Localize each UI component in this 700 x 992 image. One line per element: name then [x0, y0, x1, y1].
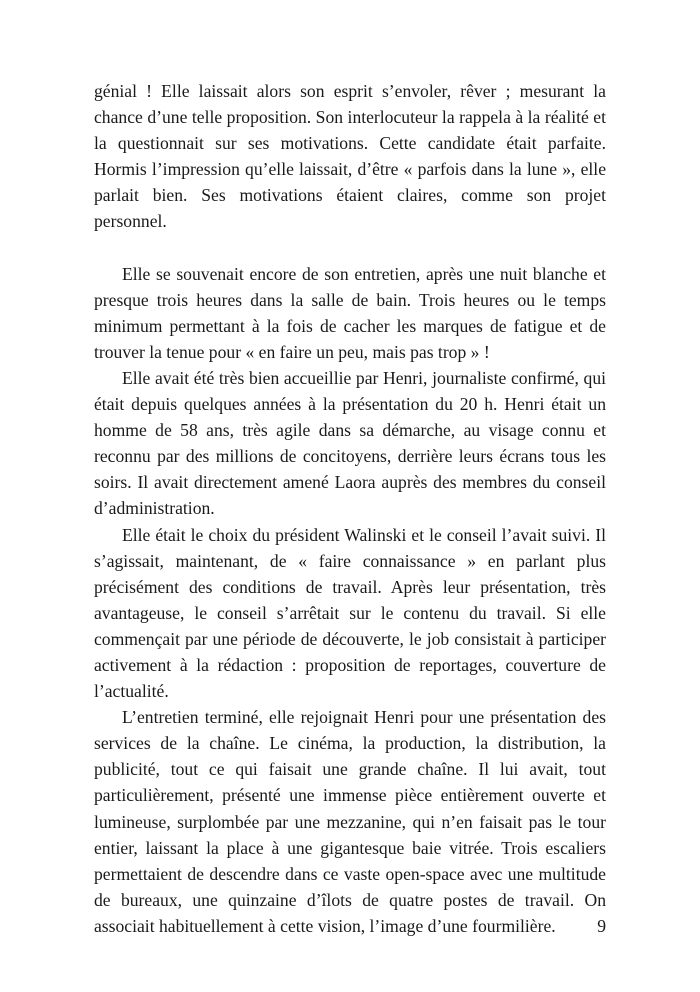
paragraph: L’entretien terminé, elle rejoignait Henri pour une présentation des services de la chaîne. Le cinéma, la production, la distribution, la publicité, tout ce qui faisait une grande chaîne. Il lui avait, tout particulièrement, présenté une immense pièce entièrement ouverte et lumineuse, surplombée par une mezzanine, qui n’en faisait pas le tour entier, laissant la place à une gigantesque baie vitrée. Trois escaliers permettaient de descendre dans ce vaste open-space avec une multitude de bureaux, une quinzaine d’îlots de quatre postes de travail. On associait habituellement à cette vision, l’image d’une fourmilière. — [94, 707, 606, 936]
paragraph-continuation: génial ! Elle laissait alors son esprit s’envoler, rêver ; mesurant la chance d’une telle proposition. Son interlocuteur la rappela à la réalité et la questionnait sur ses motivations. Cette candidate était parfaite. Hormis l’impression qu’elle laissait, d’être « parfois dans la lune », elle parlait bien. Ses motivations étaient claires, comme son projet personnel. — [94, 81, 606, 232]
paragraph: Elle était le choix du président Walinski et le conseil l’avait suivi. Il s’agissait, maintenant, de « faire connaissance » en parlant plus précisément des conditions de travail. Après leur présentation, très avantageuse, le conseil s’arrêtait sur le contenu du travail. Si elle commençait par une période de découverte, le job consistait à participer activement à la rédaction : proposition de reportages, couverture de l’actualité. — [94, 524, 606, 702]
paragraph: Elle se souvenait encore de son entretien, après une nuit blanche et presque trois heures dans la salle de bain. Trois heures ou le temps minimum permettant à la fois de cacher les marques de fatigue et de trouver la tenue pour « en faire un peu, mais pas trop » ! — [94, 263, 606, 362]
body-text — [94, 78, 606, 939]
page-number: 9 — [597, 916, 606, 936]
paragraph: Elle avait été très bien accueillie par Henri, journaliste confirmé, qui était depuis quelques années à la présentation du 20 h. Henri était un homme de 58 ans, très agile dans sa démarche, au visage connu et reconnu par des millions de concitoyens, derrière leurs écrans tous les soirs. Il avait directement amené Laora auprès des membres du conseil d’administration. — [94, 367, 606, 519]
